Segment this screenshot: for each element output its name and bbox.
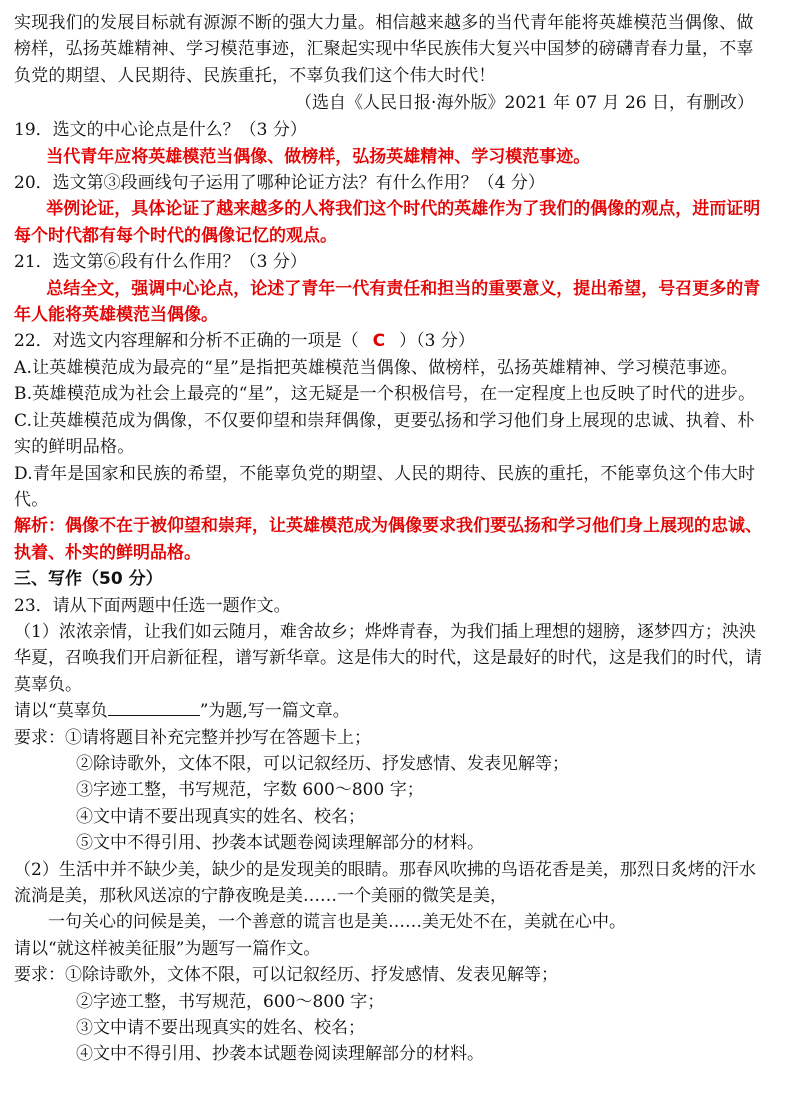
question-20: 20．选文第③段画线句子运用了哪种论证方法？有什么作用？（4 分） [14,173,545,194]
prompt-1-req-first [14,725,762,751]
question-22-choice: C [372,331,386,352]
question-21: 21．选文第⑥段有什么作用？（3 分） [14,252,307,273]
req-item: ③字迹工整，书写规范，字数 600～800 字； [76,780,424,801]
req-label: 要求： [14,965,65,986]
question-23: 23．请从下面两题中任选一题作文。 [14,595,291,616]
passage-ending: 实现我们的发展目标就有源源不断的强大力量。相信越来越多的当代青年能将英雄模范当偶像、做榜样，弘扬英雄精神、学习模范事迹，汇聚起实现中华民族伟大复兴中国梦的磅礴青春力量，不辜负党的期望、人民期待、民族重托，不辜负我们这个伟大时代！ [14,13,754,86]
req-item: ②字迹工整，书写规范，600～800 字； [76,991,385,1012]
req-item: ①除诗歌外，文体不限，可以记叙经历、抒发感情、发表见解等； [65,965,558,986]
req-label: 要求： [14,727,65,748]
req-item: ⑤文中不得引用、抄袭本试题卷阅读理解部分的材料。 [76,833,484,854]
prompt-1-title-end: ”为题,写一篇文章。 [199,701,350,722]
req-item: ①请将题目补充完整并抄写在答题卡上； [65,727,371,748]
prompt-2-req-first [14,962,762,988]
option-c: C.让英雄模范成为偶像，不仅要仰望和崇拜偶像，更要弘扬和学习他们身上展现的忠诚、执着、朴实的鲜明品格。 [14,410,755,458]
prompt-1-title-start: 请以“莫辜负 [14,701,108,722]
question-22 [14,328,762,354]
title-blank [108,699,200,716]
option-d: D.青年是国家和民族的希望，不能辜负党的期望、人民的期待、民族的重托，不能辜负这个伟大时代。 [14,463,756,510]
req-item: ③文中请不要出现真实的姓名、校名； [76,1018,365,1039]
req-item: ④文中请不要出现真实的姓名、校名； [76,806,365,827]
prompt-2-title: 请以“就这样被美征服”为题写一篇作文。 [14,938,321,959]
answer-20: 举例论证，具体论证了越来越多的人将我们这个时代的英雄作为了我们的偶像的观点，进而证明每个时代都有每个时代的偶像记忆的观点。 [14,199,761,246]
req-item: ④文中不得引用、抄袭本试题卷阅读理解部分的材料。 [76,1044,484,1065]
prompt-1-text: （1）浓浓亲情，让我们如云随月，难舍故乡；烨烨青春，为我们插上理想的翅膀，逐梦四方；泱泱华夏，召唤我们开启新征程，谱写新华章。这是伟大的时代，这是最好的时代，这是我们的时代，请莫辜负。 [14,621,762,695]
section-writing-heading: 三、写作（50 分） [14,569,163,590]
option-b: B.英雄模范成为社会上最亮的“星”，这无疑是一个积极信号，在一定程度上也反映了时代的进步。 [14,384,756,405]
prompt-1-title [14,698,762,724]
answer-19: 当代青年应将英雄模范当偶像、做榜样，弘扬英雄精神、学习模范事迹。 [46,146,591,167]
question-22-score: ）（3 分） [399,331,475,352]
option-a: A.让英雄模范成为最亮的“星”是指把英雄模范当偶像、做榜样，弘扬英雄精神、学习模范事迹。 [14,357,738,378]
answer-21: 总结全文，强调中心论点，论述了青年一代有责任和担当的重要意义，提出希望，号召更多的青年人能将英雄模范当偶像。 [14,278,761,326]
question-22-stem: 22．对选文内容理解和分析不正确的一项是（ [14,331,359,352]
prompt-2-text-cont: 一句关心的问候是美，一个善意的谎言也是美……美无处不在，美就在心中。 [48,912,626,933]
prompt-2-text: （2）生活中并不缺少美，缺少的是发现美的眼睛。那春风吹拂的鸟语花香是美，那烈日炙烤的汗水流淌是美，那秋风送凉的宁静夜晚是美……一个美丽的微笑是美， [14,859,756,906]
question-19: 19．选文的中心论点是什么？（3 分） [14,120,307,141]
source-citation: （选自《人民日报·海外版》2021 年 07 月 26 日，有删改） [295,93,754,114]
req-item: ②除诗歌外，文体不限，可以记叙经历、抒发感情、发表见解等； [76,753,569,774]
analysis-22: 解析：偶像不在于被仰望和崇拜，让英雄模范成为偶像要求我们要弘扬和学习他们身上展现的忠诚、执着、朴实的鲜明品格。 [14,516,762,563]
